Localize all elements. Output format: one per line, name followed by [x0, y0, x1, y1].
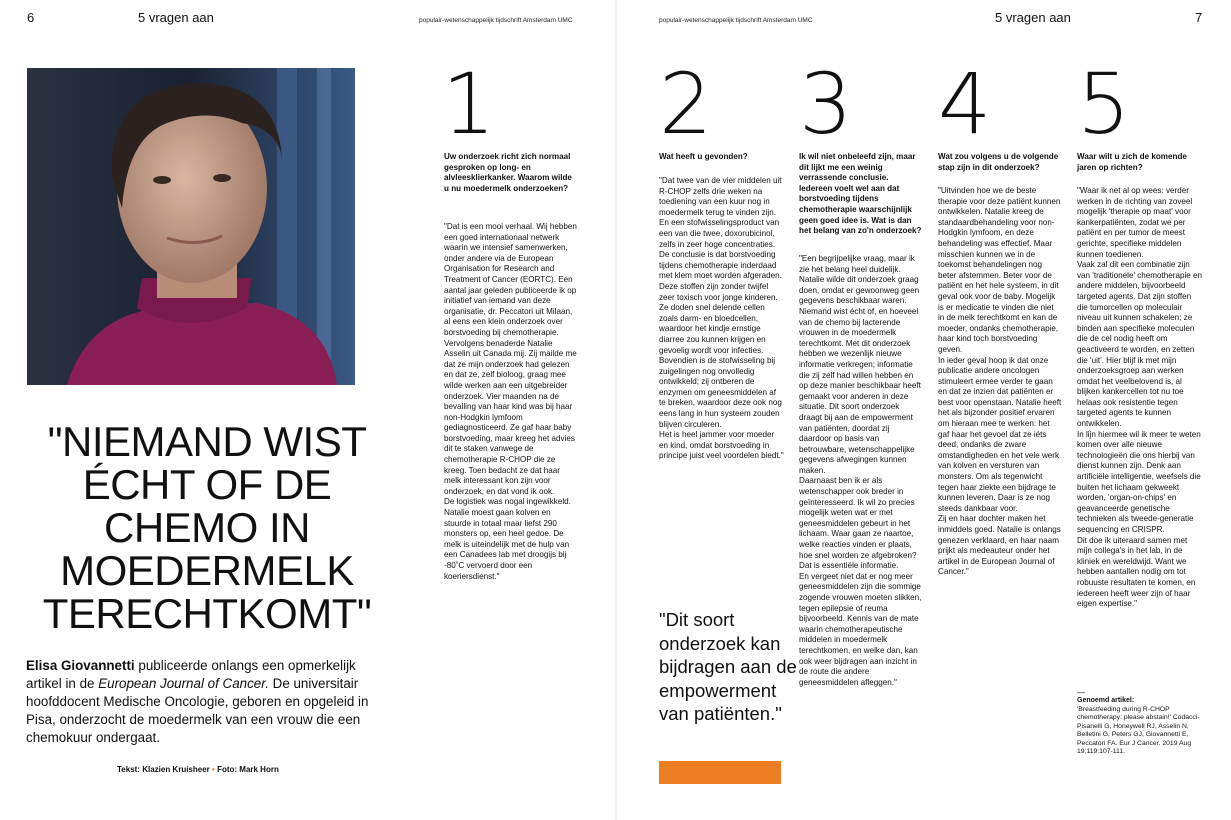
intro-name: Elisa Giovannetti — [26, 658, 135, 673]
question-4-number: 4 — [938, 55, 992, 153]
portrait-photo — [27, 68, 355, 385]
question-2-number: 2 — [659, 55, 713, 153]
question-5-number: 5 — [1077, 55, 1131, 153]
question-5-text: Waar wilt u zich de komende jaren op richten? — [1077, 152, 1187, 172]
reference-dash: — — [1077, 688, 1085, 697]
answer-3-text: "Een begrijpelijke vraag, maar ik zie het belang heel duidelijk. Natalie wilde dit onderzoek graag doen, omdat er gewoonweg geen gegevens beschikbaar waren. Niemand wist écht of, en hoeveel van de chemo bij lacterende vrouwen in de moedermelk terechtkomt. Met dit onderzoek hebben we wezenlijk nieuwe informatie verkregen; informatie die zij zelf had willen hebben en op deze manier beschikbaar heeft gemaakt voor anderen in deze situatie. Dit soort onderzoek draagt bij aan de empowerment van patiënten, doordat zij daardoor op basis van betrouwbare, wetenschappelijke gegevens afwegingen kunnen maken. Daarnaast ben ik er als wetenschapper ook breder in geïnteresseerd. Ik wil zo precies mogelijk weten wat er met geneesmiddelen gebeurt in het lichaam. Waar gaan ze naartoe, welke reacties vinden er plaats, hoe snel worden ze afgebroken? Dat is essentiële informatie. En vergeet niet dat er nog meer geneesmiddelen zijn die sommige zogende vrouwen moeten slikken, tegen epilepsie of reuma bijvoorbeeld. Kennis van de mate waarin chemotherapeutische middelen in moedermelk terechtkomen, en welke dan, kan ook weer bijdragen aan inzicht in de route die andere geneesmiddelen afleggen." — [799, 254, 922, 687]
intro-text-2: De universitair hoofddocent Medische Oncologie, geboren en opgeleid in Pisa, onderzocht de moedermelk van een vrouw die een chemokuur ondergaat. — [26, 676, 369, 745]
question-2-text: Wat heeft u gevonden? — [659, 152, 748, 161]
reference-text: 'Breastfeeding during R-CHOP chemotherapy: please abstain!' Codacci-Pisanelli G, Honeywell RJ, Asselin N, Belletini G, Peters GJ, Giovannetti E, Peccatori FA. Eur J Cancer. 2019 Aug 19;119:107-111. — [1077, 706, 1200, 756]
question-1-number: 1 — [442, 55, 496, 153]
page-number-right: 7 — [1195, 10, 1203, 25]
credits — [117, 765, 279, 774]
answer-5-text: "Waar ik net al op wees: verder werken in de richting van zoveel mogelijk 'therapie op maat' voor kankerpatiënten, zodat we per patiënt en per tumor de meest gerichte, specifieke middelen kunnen toedienen. Vaak zal dit een combinatie zijn van 'traditionele' chemotherapie en andere middelen, bijvoorbeeld targeted agents. Dat zijn stoffen die tumorcellen op moleculair niveau uit kunnen schakelen; ze binden aan specifieke moleculen die de cel nodig heeft om geactiveerd te worden, en zetten die 'uit'. Hier blijf ik met mijn onderzoeksgroep aan werken omdat het veelbelovend is, al blijken kankercellen tot nu toe helaas ook resistentie tegen targeted agents te kunnen ontwikkelen. In lijn hiermee wil ik meer te weten komen over alle nieuwe technologieën die ons hierbij van dienst kunnen zijn. Denk aan artificiële intelligentie, weefsels die buiten het lichaam gekweekt worden, 'organ-on-chips' en geavanceerde genetische technieken als tweede-generatie sequencing en CRISPR. Dit doe ik uiteraard samen met mijn collega's in het lab, in de kliniek en wereldwijd. Want we hebben aantallen nodig om tot robuuste resultaten te komen, en iedereen heeft weer zijn of haar eigen expertise." — [1077, 186, 1203, 609]
question-1-text: Uw onderzoek richt zich normaal gesproken op long- en alvleesklierkanker. Waarom wilde u nu moedermelk onderzoeken? — [444, 152, 572, 193]
page-number-left: 6 — [27, 10, 35, 25]
accent-bar — [659, 761, 781, 784]
magazine-title-left: populair-wetenschappelijk tijdschrift Amsterdam UMC — [419, 17, 573, 24]
section-title-left: 5 vragen aan — [138, 10, 214, 25]
question-3-text: Ik wil niet onbeleefd zijn, maar dit lijkt me een weinig verrassende conclusie. Iedereen voelt wel aan dat borstvoeding tijdens chemotherapie waarschijnlijk geen goed idee is. Wat is dan het belang van zo'n onderzoek? — [799, 152, 922, 236]
question-4-text: Wat zou volgens u de volgende stap zijn in dit onderzoek? — [938, 152, 1059, 172]
question-3-number: 3 — [799, 55, 853, 153]
pull-quote: "Dit soort onderzoek kan bijdragen aan de empowerment van patiënten." — [659, 609, 797, 724]
intro-paragraph — [26, 657, 386, 747]
section-title-right: 5 vragen aan — [995, 10, 1071, 25]
reference-title: Genoemd artikel: — [1077, 697, 1135, 704]
credits-text: Tekst: Klazien Kruisheer — [117, 765, 210, 774]
intro-text-1: publiceerde onlangs een opmerkelijk artikel in de — [26, 658, 356, 691]
headline-quote: "NIEMAND WIST ÉCHT OF DE CHEMO IN MOEDERMELK TERECHTKOMT" — [42, 418, 372, 637]
answer-4-text: "Uitvinden hoe we de beste therapie voor deze patiënt kunnen ontwikkelen. Natalie kreeg de standaardbehandeling voor non-Hodgkin lymfoom, en deze behandeling was effectief. Maar misschien kunnen we in de toekomst behandelingen nog beter afstemmen. Beter voor de patiënt en het hele systeem, in dit geval ook voor de baby. Mogelijk is er medicatie te vinden die niet in de melk terechtkomt en kan de moeder, ondanks chemotherapie, haar kind toch borstvoeding geven. In ieder geval hoop ik dat onze publicatie andere oncologen stimuleert ermee verder te gaan en dat ze inzien dat patiënten er best voor openstaan. Natalie heeft het als bijzonder positief ervaren om hieraan mee te werken: het gaf haar het gevoel dat ze iéts deed, ondanks de zware omstandigheden en het vele werk van kolven en versturen van monsters. Om als tegenwicht tegen haar ziekte een bijdrage te kunnen leveren. Daar is ze nog steeds dankbaar voor. Zij en haar dochter maken het inmiddels goed. Natalie is onlangs genezen verklaard, en haar naam prijkt als medeauteur onder het artikel in de European Journal of Cancer." — [938, 186, 1062, 577]
answer-1-text: "Dat is een mooi verhaal. Wij hebben een goed internationaal netwerk waarin we intensief samenwerken, onder andere via de European Organisation for Research and Treatment of Cancer (EORTC). Een aantal jaar geleden publiceerde ik op initiatief van iemand van deze organisatie, dr. Peccatori uit Milaan, al eens een klein onderzoek over borstvoeding bij chemotherapie. Vervolgens benaderde Natalie Asselin uit Canada mij. Zij mailde me dat ze mijn onderzoek had gelezen en dat ze, zelf bioloog, graag mee wilde werken aan een uitgebreider onderzoek. Vier maanden na de bevalling van haar kind was bij haar non-Hodgkin lymfoom gediagnosticeerd. Ze gaf haar baby borstvoeding, maar kreeg het advies dit te staken vanwege de chemotherapie R-CHOP die ze kreeg. Toen bedacht ze dat haar melk interessant kon zijn voor onderzoek, en dat vond ik ook. De logistiek was nogal ingewikkeld. Natalie moest gaan kolven en stuurde in totaal maar liefst 290 monsters op, een heel gedoe. De melk is uiteindelijk met de hulp van een Canadees lab met droogijs bij -80˚C vervoerd door een koeriersdienst." — [444, 222, 577, 581]
answer-2-text: "Dat twee van de vier middelen uit R-CHOP zelfs drie weken na toediening van een kuur nog in moedermelk terug te vinden zijn. En een stofwisselingsproduct van een van die twee, doxorubicinol, zelfs in zeer hoge concentraties. De conclusie is dat borstvoeding tijdens chemotherapie inderdaad met klem moet worden afgeraden. Deze stoffen zijn zonder twijfel zeer toxisch voor jonge kinderen. Ze doden snel delende cellen zoals darm- en bloedcellen, waardoor het kindje ernstige diarree zou kunnen krijgen en gevoelig wordt voor infecties. Bovendien is de stofwisseling bij zuigelingen nog onvolledig ontwikkeld; zij ontberen de enzymen om geneesmiddelen af te breken, waardoor deze ook nog eens lang in hun systeem zouden blijven circuleren. Het is heel jammer voor moeder en kind, omdat borstvoeding in principe juist veel voordelen biedt." — [659, 176, 784, 461]
intro-journal: European Journal of Cancer. — [98, 676, 269, 691]
magazine-title-right: populair-wetenschappelijk tijdschrift Amsterdam UMC — [659, 17, 813, 24]
credits-photo: Foto: Mark Horn — [217, 765, 279, 774]
credits-separator: • — [212, 765, 215, 774]
spread-gutter — [615, 0, 617, 820]
